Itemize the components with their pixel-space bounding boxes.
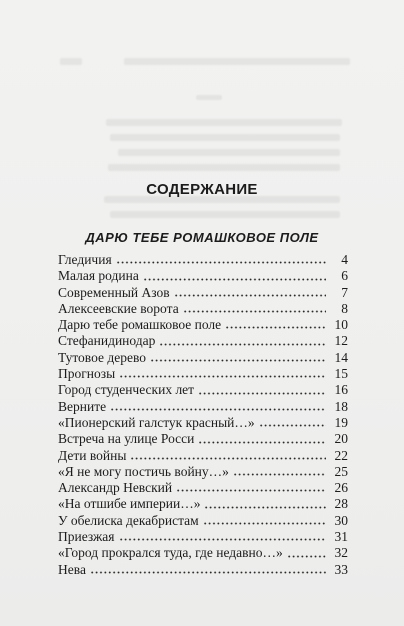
toc-entry-title: Гледичия: [58, 252, 112, 267]
bleed-through-line: [118, 149, 340, 156]
toc-entry-title: Александр Невский: [58, 480, 173, 496]
toc-entry-page: 7: [341, 284, 348, 300]
toc-entry-page: 28: [334, 496, 348, 512]
toc-entry-page: 31: [334, 529, 348, 545]
toc-entry-title: «Я не могу постичь войну…»: [58, 463, 229, 479]
toc-entry-title: «Пионерский галстук красный…»: [58, 414, 255, 430]
toc-entry-title: Встреча на улице Росси: [58, 431, 195, 447]
dot-leader: [259, 424, 326, 427]
bleed-through-header: [124, 58, 350, 65]
dot-leader: [130, 457, 326, 460]
toc-entry-page: 30: [334, 512, 348, 528]
toc-entry: [58, 252, 348, 268]
toc-entry-page: 16: [334, 382, 348, 398]
dot-leader: [225, 326, 326, 329]
bleed-through-header: [60, 58, 82, 65]
toc-entry-page: 26: [334, 480, 348, 496]
toc-entry-page: 10: [334, 317, 348, 333]
dot-leader: [183, 310, 326, 313]
toc-entry: [58, 496, 348, 512]
toc-entry-title: Тутовое дерево: [58, 349, 146, 365]
toc-entry: [58, 529, 348, 545]
bleed-through-line: [110, 134, 340, 141]
toc-entry-title: «На отшибе империи…»: [58, 496, 201, 512]
toc-entry-page: 12: [334, 333, 348, 349]
toc-entry: [58, 268, 348, 284]
dot-leader: [143, 278, 326, 281]
dot-leader: [203, 522, 326, 525]
toc-entry: [58, 448, 348, 464]
toc-entry-page: 6: [341, 268, 348, 284]
toc-entry: [58, 513, 348, 529]
toc-entry: [58, 333, 348, 349]
toc-entry: [58, 415, 348, 431]
dot-leader: [233, 473, 326, 476]
toc-list: [58, 252, 348, 578]
toc-entry-page: 15: [334, 366, 348, 382]
toc-heading: СОДЕРЖАНИЕ: [146, 181, 258, 198]
toc-entry-title: Приезжая: [58, 529, 115, 545]
toc-entry-title: Алексеевские ворота: [58, 300, 179, 316]
toc-entry-title: Город студенческих лет: [58, 382, 195, 398]
dot-leader: [119, 538, 327, 541]
dot-leader: [198, 441, 326, 444]
toc-entry: [58, 464, 348, 480]
toc-entry-page: 4: [341, 252, 348, 267]
toc-entry-title: «Город прокрался туда, где недавно…»: [58, 545, 283, 561]
toc-entry-title: У обелиска декабристам: [58, 512, 199, 528]
toc-entry-page: 19: [334, 414, 348, 430]
bleed-through-line: [106, 119, 342, 126]
toc-entry: [58, 350, 348, 366]
toc-entry-page: 25: [334, 463, 348, 479]
bleed-through-line: [110, 211, 340, 218]
toc-entry-page: 20: [334, 431, 348, 447]
toc-entry-title: Нева: [58, 561, 86, 577]
toc-entry: [58, 431, 348, 447]
section-title: ДАРЮ ТЕБЕ РОМАШКОВОЕ ПОЛЕ: [85, 230, 319, 245]
dot-leader: [116, 261, 326, 264]
dot-leader: [90, 571, 326, 574]
toc-entry-title: Современный Азов: [58, 284, 170, 300]
toc-entry: [58, 545, 348, 561]
dot-leader: [176, 489, 326, 492]
toc-entry: [58, 399, 348, 415]
dot-leader: [150, 359, 326, 362]
bleed-through-mark: [196, 95, 222, 100]
toc-entry: [58, 285, 348, 301]
dot-leader: [159, 343, 326, 346]
dot-leader: [119, 375, 326, 378]
toc-entry-page: 8: [341, 300, 348, 316]
toc-entry-page: 18: [334, 398, 348, 414]
toc-entry-title: Стефанидинодар: [58, 333, 156, 349]
toc-entry-title: Прогнозы: [58, 366, 116, 382]
toc-entry-page: 32: [334, 545, 348, 561]
toc-entry-page: 33: [334, 561, 348, 577]
toc-entry-title: Верните: [58, 398, 107, 414]
toc-entry: [58, 317, 348, 333]
dot-leader: [287, 555, 326, 558]
toc-entry-title: Дети войны: [58, 447, 127, 463]
toc-entry: [58, 480, 348, 496]
toc-entry-title: Малая родина: [58, 268, 139, 284]
bleed-through-line: [108, 164, 340, 171]
toc-entry: [58, 382, 348, 398]
toc-entry: [58, 366, 348, 382]
dot-leader: [174, 294, 326, 297]
dot-leader: [204, 506, 326, 509]
toc-entry-title: Дарю тебе ромашковое поле: [58, 317, 222, 333]
toc-entry-page: 14: [334, 349, 348, 365]
dot-leader: [198, 392, 326, 395]
toc-entry: [58, 301, 348, 317]
dot-leader: [110, 408, 326, 411]
toc-entry: [58, 562, 348, 578]
toc-entry-page: 22: [334, 447, 348, 463]
